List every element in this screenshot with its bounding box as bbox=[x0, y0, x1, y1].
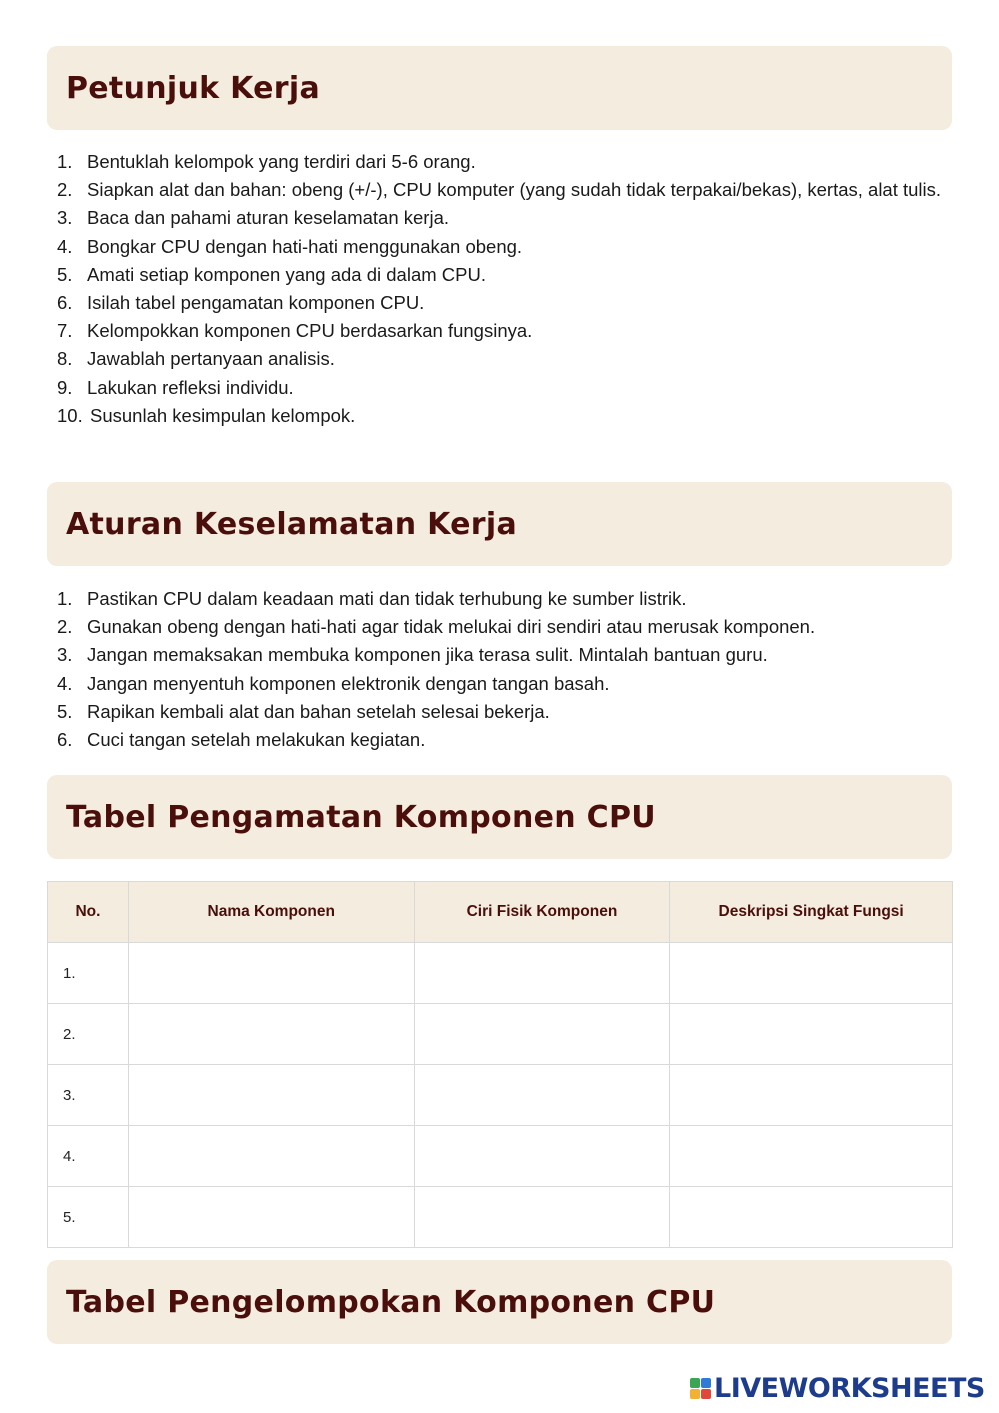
list-item-number: 2. bbox=[57, 616, 73, 638]
column-header-nama-komponen: Nama Komponen bbox=[128, 882, 414, 943]
list-item-text: Jangan memaksakan membuka komponen jika terasa sulit. Mintalah bantuan guru. bbox=[87, 644, 768, 666]
row-number: 2. bbox=[48, 1004, 129, 1065]
list-item-text: Susunlah kesimpulan kelompok. bbox=[90, 404, 356, 426]
column-header-no: No. bbox=[48, 882, 129, 943]
list-item-text: Amati setiap komponen yang ada di dalam CPU. bbox=[87, 263, 486, 285]
row-number: 3. bbox=[48, 1065, 129, 1126]
list-item bbox=[57, 726, 947, 754]
liveworksheets-logo-icon bbox=[690, 1378, 711, 1399]
list-item-number: 1. bbox=[57, 151, 73, 172]
section-header-tabel-pengamatan bbox=[47, 775, 952, 859]
section-title: Tabel Pengamatan Komponen CPU bbox=[66, 799, 656, 835]
table-row bbox=[48, 1187, 953, 1248]
row-number: 5. bbox=[48, 1187, 129, 1248]
cell-deskripsi-fungsi[interactable] bbox=[670, 1187, 953, 1248]
list-item bbox=[57, 613, 947, 641]
list-item-number: 10. bbox=[57, 404, 83, 426]
cell-deskripsi-fungsi[interactable] bbox=[670, 943, 953, 1004]
cell-ciri-fisik[interactable] bbox=[414, 1065, 670, 1126]
list-item bbox=[57, 233, 947, 261]
list-item-number: 1. bbox=[57, 588, 73, 609]
list-item-number: 8. bbox=[57, 348, 73, 370]
row-number: 4. bbox=[48, 1126, 129, 1187]
column-header-ciri-fisik: Ciri Fisik Komponen bbox=[414, 882, 670, 943]
list-item-text: Jawablah pertanyaan analisis. bbox=[87, 348, 335, 370]
liveworksheets-logo[interactable] bbox=[690, 1372, 985, 1404]
section-title: Petunjuk Kerja bbox=[66, 70, 321, 106]
cell-ciri-fisik[interactable] bbox=[414, 943, 670, 1004]
row-number: 1. bbox=[48, 943, 129, 1004]
list-item-number: 6. bbox=[57, 729, 73, 751]
list-item bbox=[57, 698, 947, 726]
list-item-number: 4. bbox=[57, 235, 73, 257]
list-item-number: 6. bbox=[57, 292, 73, 314]
list-item bbox=[57, 402, 947, 430]
table-row bbox=[48, 1004, 953, 1065]
cell-nama-komponen[interactable] bbox=[128, 1187, 414, 1248]
table-header-row bbox=[48, 882, 953, 943]
list-item bbox=[57, 148, 947, 176]
list-item-number: 5. bbox=[57, 263, 73, 285]
section-title: Aturan Keselamatan Kerja bbox=[66, 506, 518, 542]
list-item bbox=[57, 585, 947, 613]
cell-nama-komponen[interactable] bbox=[128, 1004, 414, 1065]
section-header-tabel-pengelompokan bbox=[47, 1260, 952, 1344]
list-item bbox=[57, 176, 947, 204]
cell-deskripsi-fungsi[interactable] bbox=[670, 1126, 953, 1187]
petunjuk-kerja-list bbox=[57, 148, 947, 430]
cell-ciri-fisik[interactable] bbox=[414, 1126, 670, 1187]
cell-nama-komponen[interactable] bbox=[128, 1065, 414, 1126]
list-item-number: 4. bbox=[57, 672, 73, 694]
list-item-text: Pastikan CPU dalam keadaan mati dan tidak terhubung ke sumber listrik. bbox=[87, 588, 687, 609]
list-item-text: Kelompokkan komponen CPU berdasarkan fungsinya. bbox=[87, 320, 533, 342]
list-item bbox=[57, 670, 947, 698]
list-item-text: Jangan menyentuh komponen elektronik dengan tangan basah. bbox=[87, 672, 610, 694]
table-row bbox=[48, 943, 953, 1004]
list-item-number: 5. bbox=[57, 700, 73, 722]
cell-nama-komponen[interactable] bbox=[128, 1126, 414, 1187]
list-item-text: Gunakan obeng dengan hati-hati agar tidak melukai diri sendiri atau merusak komponen. bbox=[87, 616, 816, 638]
section-title: Tabel Pengelompokan Komponen CPU bbox=[66, 1284, 716, 1320]
logo-text: LIVEWORKSHEETS bbox=[714, 1372, 985, 1404]
list-item-text: Siapkan alat dan bahan: obeng (+/-), CPU komputer (yang sudah tidak terpakai/bekas), kertas, alat tulis. bbox=[87, 179, 942, 201]
aturan-keselamatan-list bbox=[57, 585, 947, 754]
table-row bbox=[48, 1065, 953, 1126]
list-item bbox=[57, 204, 947, 232]
list-item-number: 7. bbox=[57, 320, 73, 342]
list-item-text: Bongkar CPU dengan hati-hati menggunakan obeng. bbox=[87, 235, 523, 257]
list-item bbox=[57, 317, 947, 345]
list-item-number: 3. bbox=[57, 207, 73, 229]
list-item-text: Lakukan refleksi individu. bbox=[87, 376, 294, 398]
cell-ciri-fisik[interactable] bbox=[414, 1004, 670, 1065]
section-header-aturan-keselamatan bbox=[47, 482, 952, 566]
list-item bbox=[57, 261, 947, 289]
observation-table bbox=[47, 881, 953, 1248]
list-item bbox=[57, 374, 947, 402]
list-item-text: Rapikan kembali alat dan bahan setelah selesai bekerja. bbox=[87, 700, 550, 722]
list-item-text: Bentuklah kelompok yang terdiri dari 5-6 orang. bbox=[87, 151, 476, 172]
cell-ciri-fisik[interactable] bbox=[414, 1187, 670, 1248]
list-item-text: Isilah tabel pengamatan komponen CPU. bbox=[87, 292, 425, 314]
list-item-number: 2. bbox=[57, 179, 73, 201]
list-item-number: 9. bbox=[57, 376, 73, 398]
list-item bbox=[57, 641, 947, 669]
list-item bbox=[57, 289, 947, 317]
section-header-petunjuk-kerja bbox=[47, 46, 952, 130]
column-header-deskripsi-fungsi: Deskripsi Singkat Fungsi bbox=[670, 882, 953, 943]
list-item-text: Cuci tangan setelah melakukan kegiatan. bbox=[87, 729, 426, 751]
table-row bbox=[48, 1126, 953, 1187]
list-item bbox=[57, 345, 947, 373]
list-item-text: Baca dan pahami aturan keselamatan kerja. bbox=[87, 207, 449, 229]
list-item-number: 3. bbox=[57, 644, 73, 666]
cell-deskripsi-fungsi[interactable] bbox=[670, 1065, 953, 1126]
cell-deskripsi-fungsi[interactable] bbox=[670, 1004, 953, 1065]
cell-nama-komponen[interactable] bbox=[128, 943, 414, 1004]
